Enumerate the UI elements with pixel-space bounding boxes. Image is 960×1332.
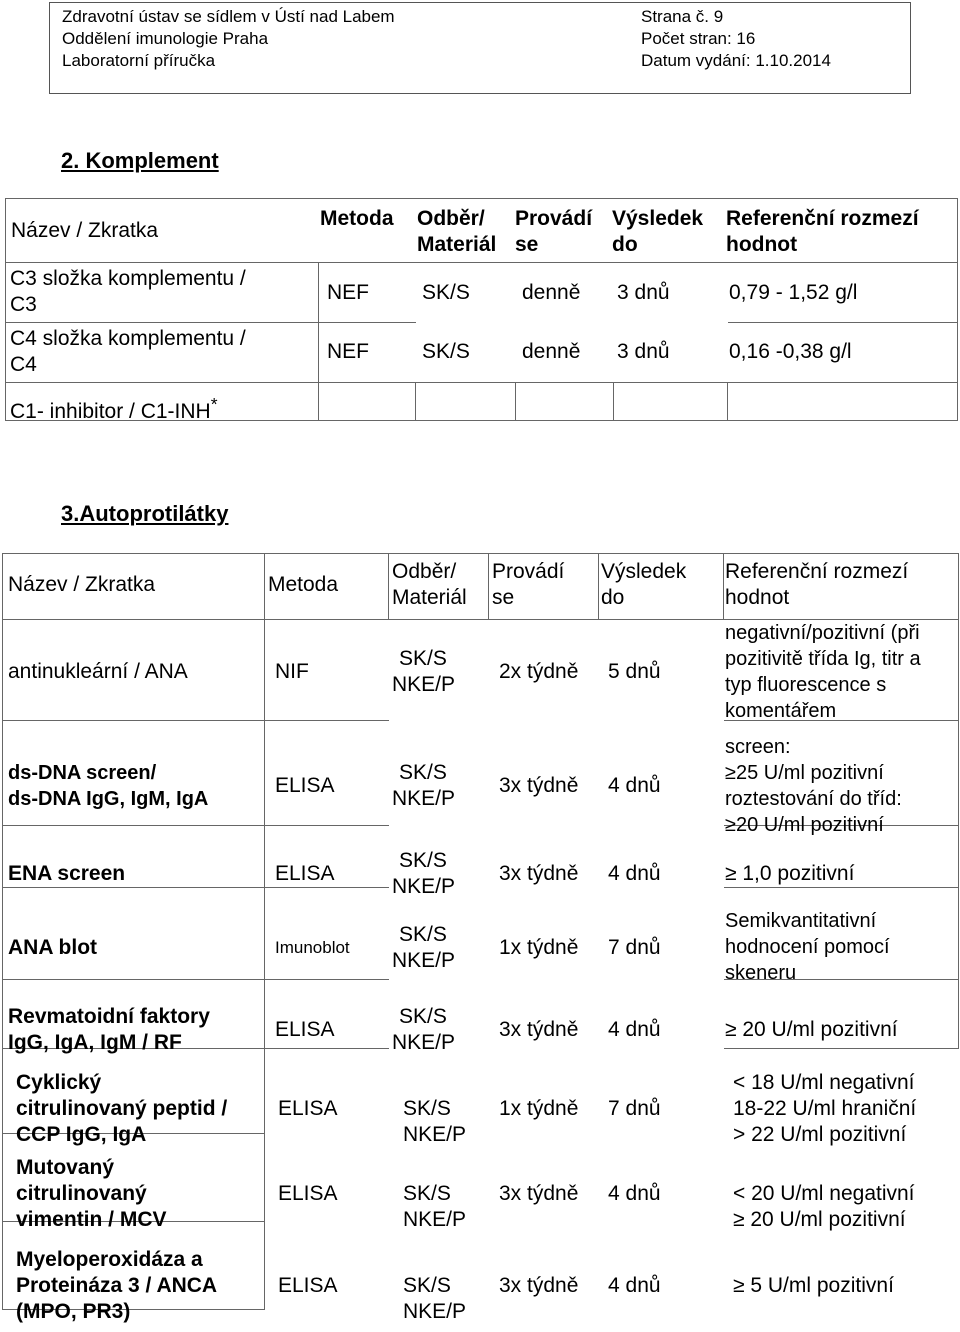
row-sample: SK/S	[403, 1182, 451, 1205]
row-sample: SK/S	[399, 1005, 447, 1028]
row-reference-4: komentářem	[725, 700, 837, 722]
col-header-reference-2: hodnot	[725, 586, 790, 609]
col-header-method: Metoda	[268, 573, 339, 596]
col-header-reference: Referenční rozmezí	[726, 207, 919, 230]
row-frequency: 1x týdně	[499, 1097, 579, 1120]
section-title-autoprotilatky: 3.Autoprotilátky	[61, 501, 229, 526]
row-name: Myeloperoxidáza a	[16, 1248, 203, 1271]
row-frequency: denně	[522, 340, 581, 363]
row-frequency: 3x týdně	[499, 774, 579, 797]
row-reference: ≥ 1,0 pozitivní	[725, 862, 855, 885]
row-result-time: 4 dnů	[608, 862, 661, 885]
row-result-time: 4 dnů	[608, 774, 661, 797]
row-reference: < 18 U/ml negativní	[733, 1071, 915, 1094]
row-method: ELISA	[275, 1018, 335, 1041]
page-number: Strana č. 9	[641, 7, 724, 26]
row-name-2: IgG, IgA, IgM / RF	[8, 1031, 182, 1054]
col-header-sample-2: Materiál	[417, 233, 497, 256]
row-name	[10, 391, 218, 425]
row-name-abbr: C4	[10, 353, 37, 376]
col-header-result-2: do	[601, 586, 625, 609]
row-reference: Semikvantitativní	[725, 910, 877, 932]
col-header-name: Název / Zkratka	[8, 573, 156, 596]
row-result-time: 3 dnů	[617, 281, 670, 304]
row-frequency: 3x týdně	[499, 1182, 579, 1205]
row-method: ELISA	[275, 862, 335, 885]
row-frequency: 3x týdně	[499, 1018, 579, 1041]
row-reference-4: ≥20 U/ml pozitivní	[725, 814, 884, 836]
row-name: ds-DNA screen/	[8, 762, 157, 784]
row-name: C4 složka komplementu /	[10, 327, 246, 350]
row-reference-2: ≥ 20 U/ml pozitivní	[733, 1208, 906, 1231]
department-name: Oddělení imunologie Praha	[62, 29, 269, 48]
section-title-komplement: 2. Komplement	[61, 148, 219, 173]
institution-name: Zdravotní ústav se sídlem v Ústí nad Labem	[62, 7, 395, 26]
row-name-abbr: C3	[10, 293, 37, 316]
row-sample: SK/S	[399, 647, 447, 670]
row-reference-2: pozitivitě třída Ig, titr a	[725, 648, 921, 670]
row-method: ELISA	[278, 1097, 338, 1120]
row-frequency: denně	[522, 281, 581, 304]
row-name-3: CCP IgG, IgA	[16, 1123, 147, 1146]
row-method: NEF	[327, 281, 369, 304]
row-name-2: citrulinovaný peptid /	[16, 1097, 228, 1120]
row-result-time: 4 dnů	[608, 1182, 661, 1205]
row-name-2: Proteináza 3 / ANCA	[16, 1274, 218, 1297]
col-header-sample: Odběr/	[392, 560, 457, 583]
row-sample: SK/S	[399, 923, 447, 946]
row-sample-2: NKE/P	[403, 1123, 467, 1146]
row-reference-3: > 22 U/ml pozitivní	[733, 1123, 907, 1146]
row-frequency: 1x týdně	[499, 936, 579, 959]
row-name: ANA blot	[8, 936, 98, 959]
row-frequency: 3x týdně	[499, 862, 579, 885]
row-reference-2: hodnocení pomocí	[725, 936, 890, 958]
row-result-time: 4 dnů	[608, 1274, 661, 1297]
manual-title: Laboratorní příručka	[62, 51, 216, 70]
row-name: antinukleární / ANA	[8, 660, 188, 683]
row-sample: SK/S	[403, 1274, 451, 1297]
col-header-runs: Provádí	[492, 560, 565, 583]
row-result-time: 3 dnů	[617, 340, 670, 363]
row-reference-2: 18-22 U/ml hraniční	[733, 1097, 917, 1120]
row-result-time: 4 dnů	[608, 1018, 661, 1041]
row-name-3: (MPO, PR3)	[16, 1300, 131, 1323]
row-sample-2: NKE/P	[392, 875, 456, 898]
col-header-method: Metoda	[320, 207, 394, 230]
col-header-result-2: do	[612, 233, 638, 256]
row-reference: < 20 U/ml negativní	[733, 1182, 915, 1205]
col-header-runs: Provádí	[515, 207, 593, 230]
page-header	[49, 2, 911, 94]
row-sample: SK/S	[422, 281, 470, 304]
row-frequency: 2x týdně	[499, 660, 579, 683]
row-sample: SK/S	[399, 761, 447, 784]
row-result-time: 7 dnů	[608, 1097, 661, 1120]
row-sample: SK/S	[403, 1097, 451, 1120]
col-header-result: Výsledek	[601, 560, 687, 583]
col-header-reference: Referenční rozmezí	[725, 560, 909, 583]
row-method: NIF	[275, 660, 309, 683]
row-method: ELISA	[275, 774, 335, 797]
row-name-3: vimentin / MCV	[16, 1208, 167, 1231]
row-reference-3: roztestování do tříd:	[725, 788, 902, 810]
row-sample: SK/S	[422, 340, 470, 363]
col-header-runs-2: se	[515, 233, 539, 256]
row-reference-3: typ fluorescence s	[725, 674, 887, 696]
issue-date: Datum vydání: 1.10.2014	[641, 51, 831, 70]
row-name: ENA screen	[8, 862, 126, 885]
row-reference-3: skeneru	[725, 962, 797, 984]
row-sample-2: NKE/P	[392, 787, 456, 810]
row-sample: SK/S	[399, 849, 447, 872]
col-header-reference-2: hodnot	[726, 233, 798, 256]
row-frequency: 3x týdně	[499, 1274, 579, 1297]
row-reference: 0,79 - 1,52 g/l	[729, 281, 858, 304]
row-sample-2: NKE/P	[392, 1031, 456, 1054]
row-method: NEF	[327, 340, 369, 363]
row-result-time: 5 dnů	[608, 660, 661, 683]
row-reference: ≥ 5 U/ml pozitivní	[733, 1274, 894, 1297]
row-sample-2: NKE/P	[392, 673, 456, 696]
col-header-sample: Odběr/	[417, 207, 485, 230]
col-header-name: Název / Zkratka	[11, 218, 159, 242]
row-reference: screen:	[725, 736, 791, 758]
col-header-result: Výsledek	[612, 207, 704, 230]
row-reference: negativní/pozitivní (při	[725, 622, 920, 644]
row-name-2: ds-DNA IgG, IgM, IgA	[8, 788, 209, 810]
row-result-time: 7 dnů	[608, 936, 661, 959]
footnote-marker: *	[210, 394, 218, 414]
row-name: Mutovaný	[16, 1156, 115, 1179]
row-method: ELISA	[278, 1274, 338, 1297]
row-name-text: C1- inhibitor / C1-INH	[10, 400, 211, 423]
col-header-sample-2: Materiál	[392, 586, 467, 609]
col-header-runs-2: se	[492, 586, 515, 609]
row-reference: ≥ 20 U/ml pozitivní	[725, 1018, 898, 1041]
page-count: Počet stran: 16	[641, 29, 756, 48]
row-method: ELISA	[278, 1182, 338, 1205]
row-sample-2: NKE/P	[403, 1300, 467, 1323]
row-sample-2: NKE/P	[392, 949, 456, 972]
row-name: Revmatoidní faktory	[8, 1005, 210, 1028]
row-sample-2: NKE/P	[403, 1208, 467, 1231]
row-method: Imunoblot	[275, 938, 350, 957]
row-name: C3 složka komplementu /	[10, 267, 246, 290]
row-name-2: citrulinovaný	[16, 1182, 147, 1205]
row-name: Cyklický	[16, 1071, 102, 1094]
row-reference: 0,16 -0,38 g/l	[729, 340, 852, 363]
row-reference-2: ≥25 U/ml pozitivní	[725, 762, 884, 784]
